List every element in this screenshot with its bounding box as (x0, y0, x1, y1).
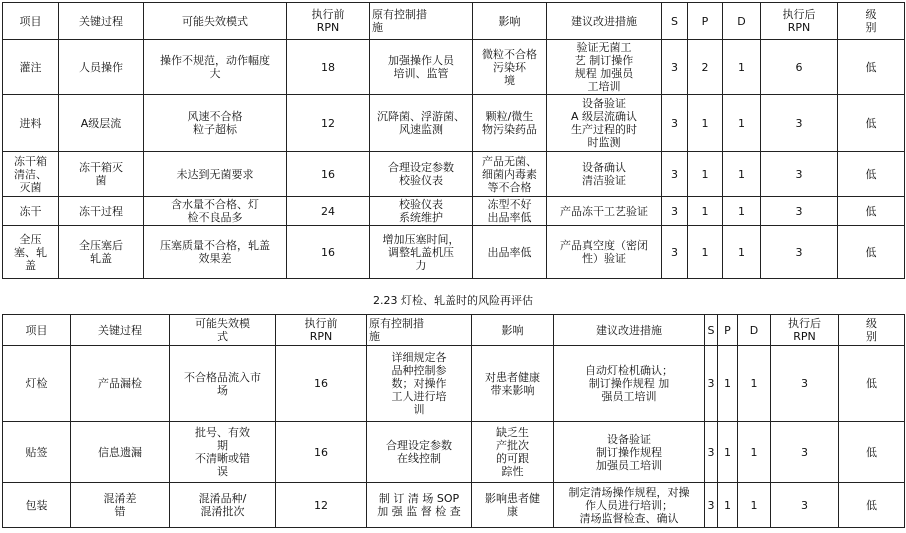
header-row (3, 3, 905, 40)
table-cell: 16 (276, 346, 367, 422)
table-cell: 颗粒/微生 物污染药品 (473, 95, 547, 152)
table-cell: 1 (723, 226, 761, 279)
table-cell: 1 (738, 483, 771, 528)
table-cell: 6 (761, 40, 838, 95)
header-cell: 项目 (3, 315, 71, 346)
table-cell: 冻干箱灭 菌 (59, 152, 144, 197)
header-cell: 执行前 RPN (276, 315, 367, 346)
table-cell: 校验仪表 系统维护 (370, 197, 473, 226)
table-cell: 产品漏检 (71, 346, 170, 422)
table-cell: 产品真空度（密闭 性）验证 (547, 226, 662, 279)
table-cell: 低 (838, 197, 905, 226)
table-cell: 18 (287, 40, 370, 95)
table-cell: 低 (838, 152, 905, 197)
table-cell: 1 (738, 346, 771, 422)
header-cell: P (688, 3, 723, 40)
header-cell: S (705, 315, 718, 346)
table-row (3, 152, 905, 197)
table-cell: 3 (705, 422, 718, 483)
table-cell: 设备验证 A 级层流确认 生产过程的时 时监测 (547, 95, 662, 152)
table-cell: 1 (688, 197, 723, 226)
header-cell: 执行后 RPN (771, 315, 839, 346)
table-cell: 设备验证 制订操作规程 加强员工培训 (554, 422, 705, 483)
header-cell: 可能失效模 式 (170, 315, 276, 346)
table-cell: 批号、有效 期 不清晰或错 误 (170, 422, 276, 483)
header-cell: 级 别 (839, 315, 905, 346)
table-cell: 1 (718, 483, 738, 528)
table-cell: 3 (705, 483, 718, 528)
table-cell: 设备确认 清洁验证 (547, 152, 662, 197)
table-cell: 1 (723, 95, 761, 152)
table-cell: 3 (771, 422, 839, 483)
table-cell: 3 (761, 226, 838, 279)
header-cell: 执行后 RPN (761, 3, 838, 40)
table-cell: 1 (718, 422, 738, 483)
table-cell: 进料 (3, 95, 59, 152)
table-row (3, 226, 905, 279)
table-row (3, 40, 905, 95)
header-cell: 可能失效模式 (144, 3, 287, 40)
table-cell: 3 (761, 152, 838, 197)
header-cell: 执行前 RPN (287, 3, 370, 40)
table-cell: 3 (761, 197, 838, 226)
table-cell: 3 (662, 226, 688, 279)
table-caption: 2.23 灯检、轧盖时的风险再评估 (373, 294, 533, 307)
table-row (3, 483, 905, 528)
header-cell: P (718, 315, 738, 346)
table-cell: 增加压塞时间， 调整轧盖机压 力 (370, 226, 473, 279)
table-cell: 加强操作人员 培训、监管 (370, 40, 473, 95)
table-cell: 信息遗漏 (71, 422, 170, 483)
table-cell: 1 (723, 197, 761, 226)
table-cell: 低 (838, 95, 905, 152)
header-cell: 关键过程 (59, 3, 144, 40)
table-cell: 合理设定参数 校验仪表 (370, 152, 473, 197)
table-cell: 制定清场操作规程，对操 作人员进行培训； 清场监督检查、确认 (554, 483, 705, 528)
table-cell: 3 (662, 197, 688, 226)
table-row (3, 95, 905, 152)
header-cell: 原有控制措 施 (367, 315, 472, 346)
table-cell: 混淆差 错 (71, 483, 170, 528)
table-cell: 缺乏生 产批次 的可跟 踪性 (472, 422, 554, 483)
table-cell: 风速不合格 粒子超标 (144, 95, 287, 152)
table-cell: 1 (688, 226, 723, 279)
table-cell: 对患者健康 带来影响 (472, 346, 554, 422)
risk-table-2 (2, 314, 905, 528)
table-cell: 3 (662, 40, 688, 95)
table-cell: 低 (839, 346, 905, 422)
table-cell: 16 (276, 422, 367, 483)
table-cell: 3 (771, 346, 839, 422)
table-cell: 出品率低 (473, 226, 547, 279)
header-cell: D (738, 315, 771, 346)
header-cell: D (723, 3, 761, 40)
table-row (3, 422, 905, 483)
table-cell: 包装 (3, 483, 71, 528)
table-cell: 全压塞后 轧盖 (59, 226, 144, 279)
table-cell: 16 (287, 226, 370, 279)
table-cell: 混淆品种/ 混淆批次 (170, 483, 276, 528)
table-row (3, 197, 905, 226)
table-cell: 合理设定参数 在线控制 (367, 422, 472, 483)
header-cell: 建议改进措施 (547, 3, 662, 40)
table-cell: 压塞质量不合格，轧盖 效果差 (144, 226, 287, 279)
table-cell: 2 (688, 40, 723, 95)
table-cell: 3 (705, 346, 718, 422)
table-cell: 验证无菌工 艺 制订操作 规程 加强员 工培训 (547, 40, 662, 95)
risk-table-1 (2, 2, 905, 279)
header-cell: S (662, 3, 688, 40)
table-cell: 低 (839, 422, 905, 483)
table-cell: 全压 塞、轧 盖 (3, 226, 59, 279)
table-cell: 产品冻干工艺验证 (547, 197, 662, 226)
header-cell: 建议改进措施 (554, 315, 705, 346)
table-cell: 低 (839, 483, 905, 528)
table-cell: 12 (276, 483, 367, 528)
table-cell: 含水量不合格、灯 检不良品多 (144, 197, 287, 226)
table-cell: 贴签 (3, 422, 71, 483)
header-cell: 项目 (3, 3, 59, 40)
table-cell: 3 (662, 95, 688, 152)
table-cell: 详细规定各 品种控制参 数；对操作 工人进行培 训 (367, 346, 472, 422)
table-cell: 12 (287, 95, 370, 152)
table-cell: 1 (718, 346, 738, 422)
table-cell: 冻干 (3, 197, 59, 226)
header-cell: 级 别 (838, 3, 905, 40)
table-cell: 24 (287, 197, 370, 226)
header-cell: 关键过程 (71, 315, 170, 346)
header-cell: 原有控制措 施 (370, 3, 473, 40)
table-cell: 制 订 清 场 SOP 加 强 监 督 检 查 (367, 483, 472, 528)
table-cell: 1 (723, 40, 761, 95)
table-cell: 1 (738, 422, 771, 483)
table-cell: A级层流 (59, 95, 144, 152)
table-cell: 冻干过程 (59, 197, 144, 226)
table-cell: 冻干箱 清洁、 灭菌 (3, 152, 59, 197)
table-cell: 3 (761, 95, 838, 152)
header-row (3, 315, 905, 346)
table-cell: 3 (771, 483, 839, 528)
table-cell: 操作不规范，动作幅度 大 (144, 40, 287, 95)
header-cell: 影响 (472, 315, 554, 346)
table-cell: 沉降菌、浮游菌、 风速监测 (370, 95, 473, 152)
table-cell: 影响患者健 康 (472, 483, 554, 528)
table-cell: 3 (662, 152, 688, 197)
table-cell: 产品无菌、 细菌内毒素 等不合格 (473, 152, 547, 197)
table-cell: 人员操作 (59, 40, 144, 95)
table-cell: 低 (838, 226, 905, 279)
table-cell: 1 (688, 152, 723, 197)
table-cell: 不合格品流入市 场 (170, 346, 276, 422)
table-cell: 灌注 (3, 40, 59, 95)
header-cell: 影响 (473, 3, 547, 40)
table-cell: 自动灯检机确认； 制订操作规程 加 强员工培训 (554, 346, 705, 422)
table-row (3, 346, 905, 422)
table-cell: 冻型不好 出品率低 (473, 197, 547, 226)
table-cell: 16 (287, 152, 370, 197)
table-cell: 低 (838, 40, 905, 95)
table-cell: 灯检 (3, 346, 71, 422)
table-cell: 未达到无菌要求 (144, 152, 287, 197)
table-cell: 1 (688, 95, 723, 152)
table-cell: 1 (723, 152, 761, 197)
table-cell: 微粒不合格 污染环 境 (473, 40, 547, 95)
